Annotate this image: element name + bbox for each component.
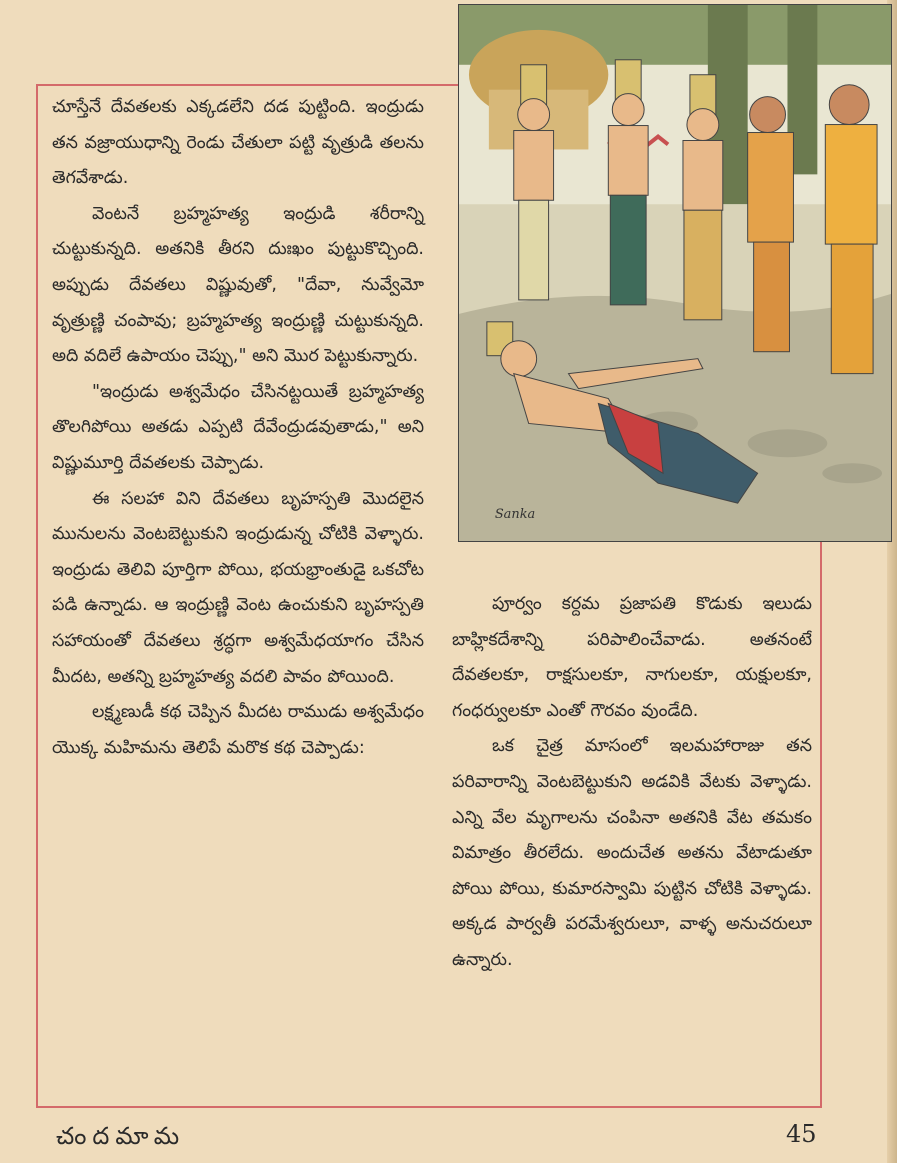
story-paragraph: "ఇంద్రుడు అశ్వమేధం చేసినట్టయితే బ్రహ్మహత్య తొలగిపోయి అతడు ఎప్పటి దేవేంద్రుడవుతాడు," అని విష్ణుమూర్తి దేవతలకు చెప్పాడు. [52, 381, 424, 473]
rock [822, 463, 882, 483]
story-paragraph: ఈ సలహా విని దేవతలు బృహస్పతి మొదలైన మునులను వెంటబెట్టుకుని ఇంద్రుడున్న చోటికి వెళ్ళారు. ఇంద్రుడు తెలివి పూర్తిగా పోయి, భయభ్రాంతుడై ఒకచోట పడి ఉన్నాడు. ఆ ఇంద్రుణ్ణి వెంట ఉంచుకుని బృహస్పతి సహాయంతో దేవతలు శ్రద్ధగా అశ్వమేధయాగం చేసిన మీదట, అతన్ని బ్రహ్మహత్య వదలి పావం పోయింది. [52, 488, 424, 687]
illustration-drawing [459, 5, 891, 541]
magazine-title: చందమామ [56, 1122, 186, 1150]
page-number: 45 [786, 1120, 817, 1148]
rock [748, 429, 828, 457]
story-paragraph: చూస్తేనే దేవతలకు ఎక్కడలేని దడ పుట్టింది. ఇంద్రుడు తన వజ్రాయుధాన్ని రెండు చేతులా పట్టి వృత్రుడి తలను తెగవేశాడు. [52, 97, 424, 189]
sage [748, 97, 794, 352]
story-paragraph: లక్ష్మణుడీ కథ చెప్పిన మీదట రాముడు అశ్వమేధం యొక్క మహిమను తెలిపే మరొక కథ చెప్పాడు: [52, 702, 424, 758]
sage [825, 85, 877, 374]
right-text-column [452, 587, 812, 979]
story-paragraph: వెంటనే బ్రహ్మహత్య ఇంద్రుడి శరీరాన్ని చుట్టుకున్నది. అతనికి తీరని దుఃఖం పుట్టుకొచ్చింది. అప్పుడు దేవతలు విష్ణువుతో, "దేవా, నువ్వేమో వృత్రుణ్ణి చంపావు; బ్రహ్మహత్య ఇంద్రుణ్ణి చుట్టుకున్నది. అది వదిలే ఉపాయం చెప్పు," అని మొర పెట్టుకున్నారు. [52, 203, 424, 367]
left-text-column [52, 90, 424, 766]
story-illustration [458, 4, 892, 542]
artist-signature: Sanka [494, 507, 536, 523]
story-paragraph: పూర్వం కర్దమ ప్రజాపతి కొడుకు ఇలుడు బాహ్లికదేశాన్ని పరిపాలించేవాడు. అతనంటే దేవతలకూ, రాక్షసులకూ, నాగులకూ, యక్షులకూ, గంధర్వులకూ ఎంతో గౌరవం వుండేది. [452, 594, 812, 721]
story-paragraph: ఒక చైత్ర మాసంలో ఇలమహారాజు తన పరివారాన్ని వెంటబెట్టుకుని అడవికి వేటకు వెళ్ళాడు. ఎన్ని వేల మృగాలను చంపినా అతనికి వేట తమకం విమాత్రం తీరలేదు. అందుచేత అతను వేటాడుతూ పోయి పోయి, కుమారస్వామి పుట్టిన చోటికి వెళ్ళాడు. అక్కడ పార్వతీ పరమేశ్వరులూ, వాళ్ళ అనుచరులూ ఉన్నారు. [452, 736, 812, 970]
